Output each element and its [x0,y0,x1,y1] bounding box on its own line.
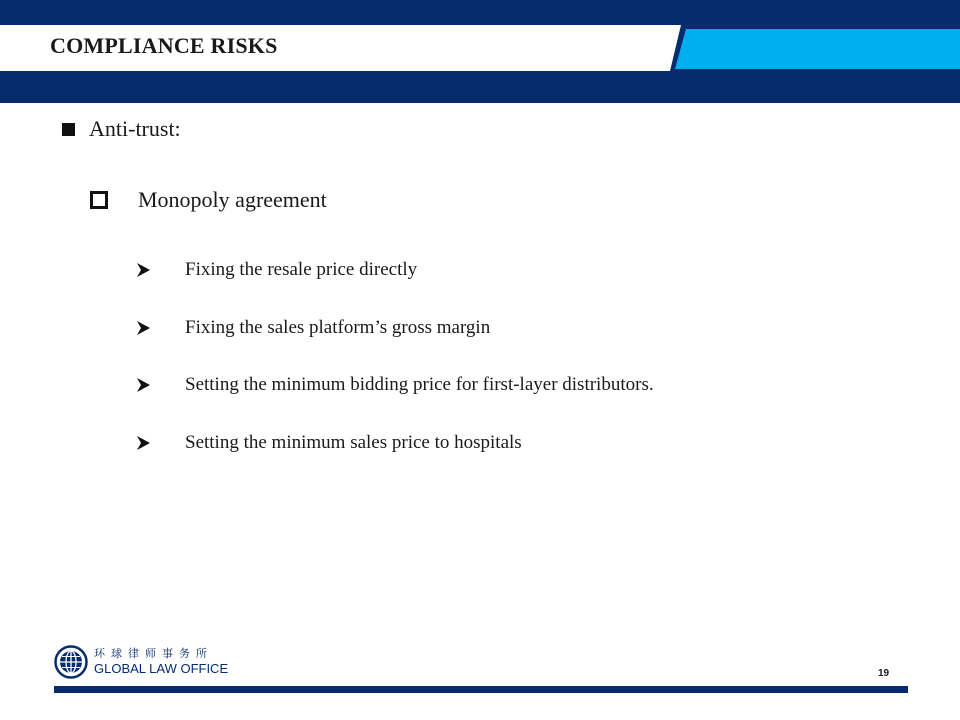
bullet-level2 [90,185,327,215]
company-logo [54,644,228,680]
filled-square-bullet-icon [62,123,75,136]
logo-english-name: GLOBAL LAW OFFICE [94,661,229,676]
arrowhead-bullet-icon [136,320,151,336]
hollow-square-bullet-icon [90,191,108,209]
arrowhead-bullet-icon [136,435,151,451]
bullet-item [136,430,522,456]
globe-icon [54,645,88,679]
bullet-level1-text: Anti-trust: [89,116,181,141]
title-accent-panel [675,29,960,69]
bullet-item [136,372,654,398]
slide-title: COMPLIANCE RISKS [50,33,278,58]
bullet-item [136,315,490,341]
footer-rule [54,686,908,693]
bullet-level1 [62,114,181,144]
bullet-item-text: Fixing the resale price directly [185,259,418,280]
bullet-level2-text: Monopoly agreement [138,187,327,212]
logo-chinese-name: 环球律师事务所 [94,647,213,660]
bullet-item-text: Setting the minimum bidding price for first-layer distributors. [185,374,654,395]
bullet-item-text: Setting the minimum sales price to hospitals [185,432,522,453]
arrowhead-bullet-icon [136,262,151,278]
arrowhead-bullet-icon [136,377,151,393]
bullet-item [136,257,417,283]
page-number: 19 [878,668,890,679]
bullet-item-text: Fixing the sales platform’s gross margin [185,317,491,338]
logo-text [94,647,228,677]
